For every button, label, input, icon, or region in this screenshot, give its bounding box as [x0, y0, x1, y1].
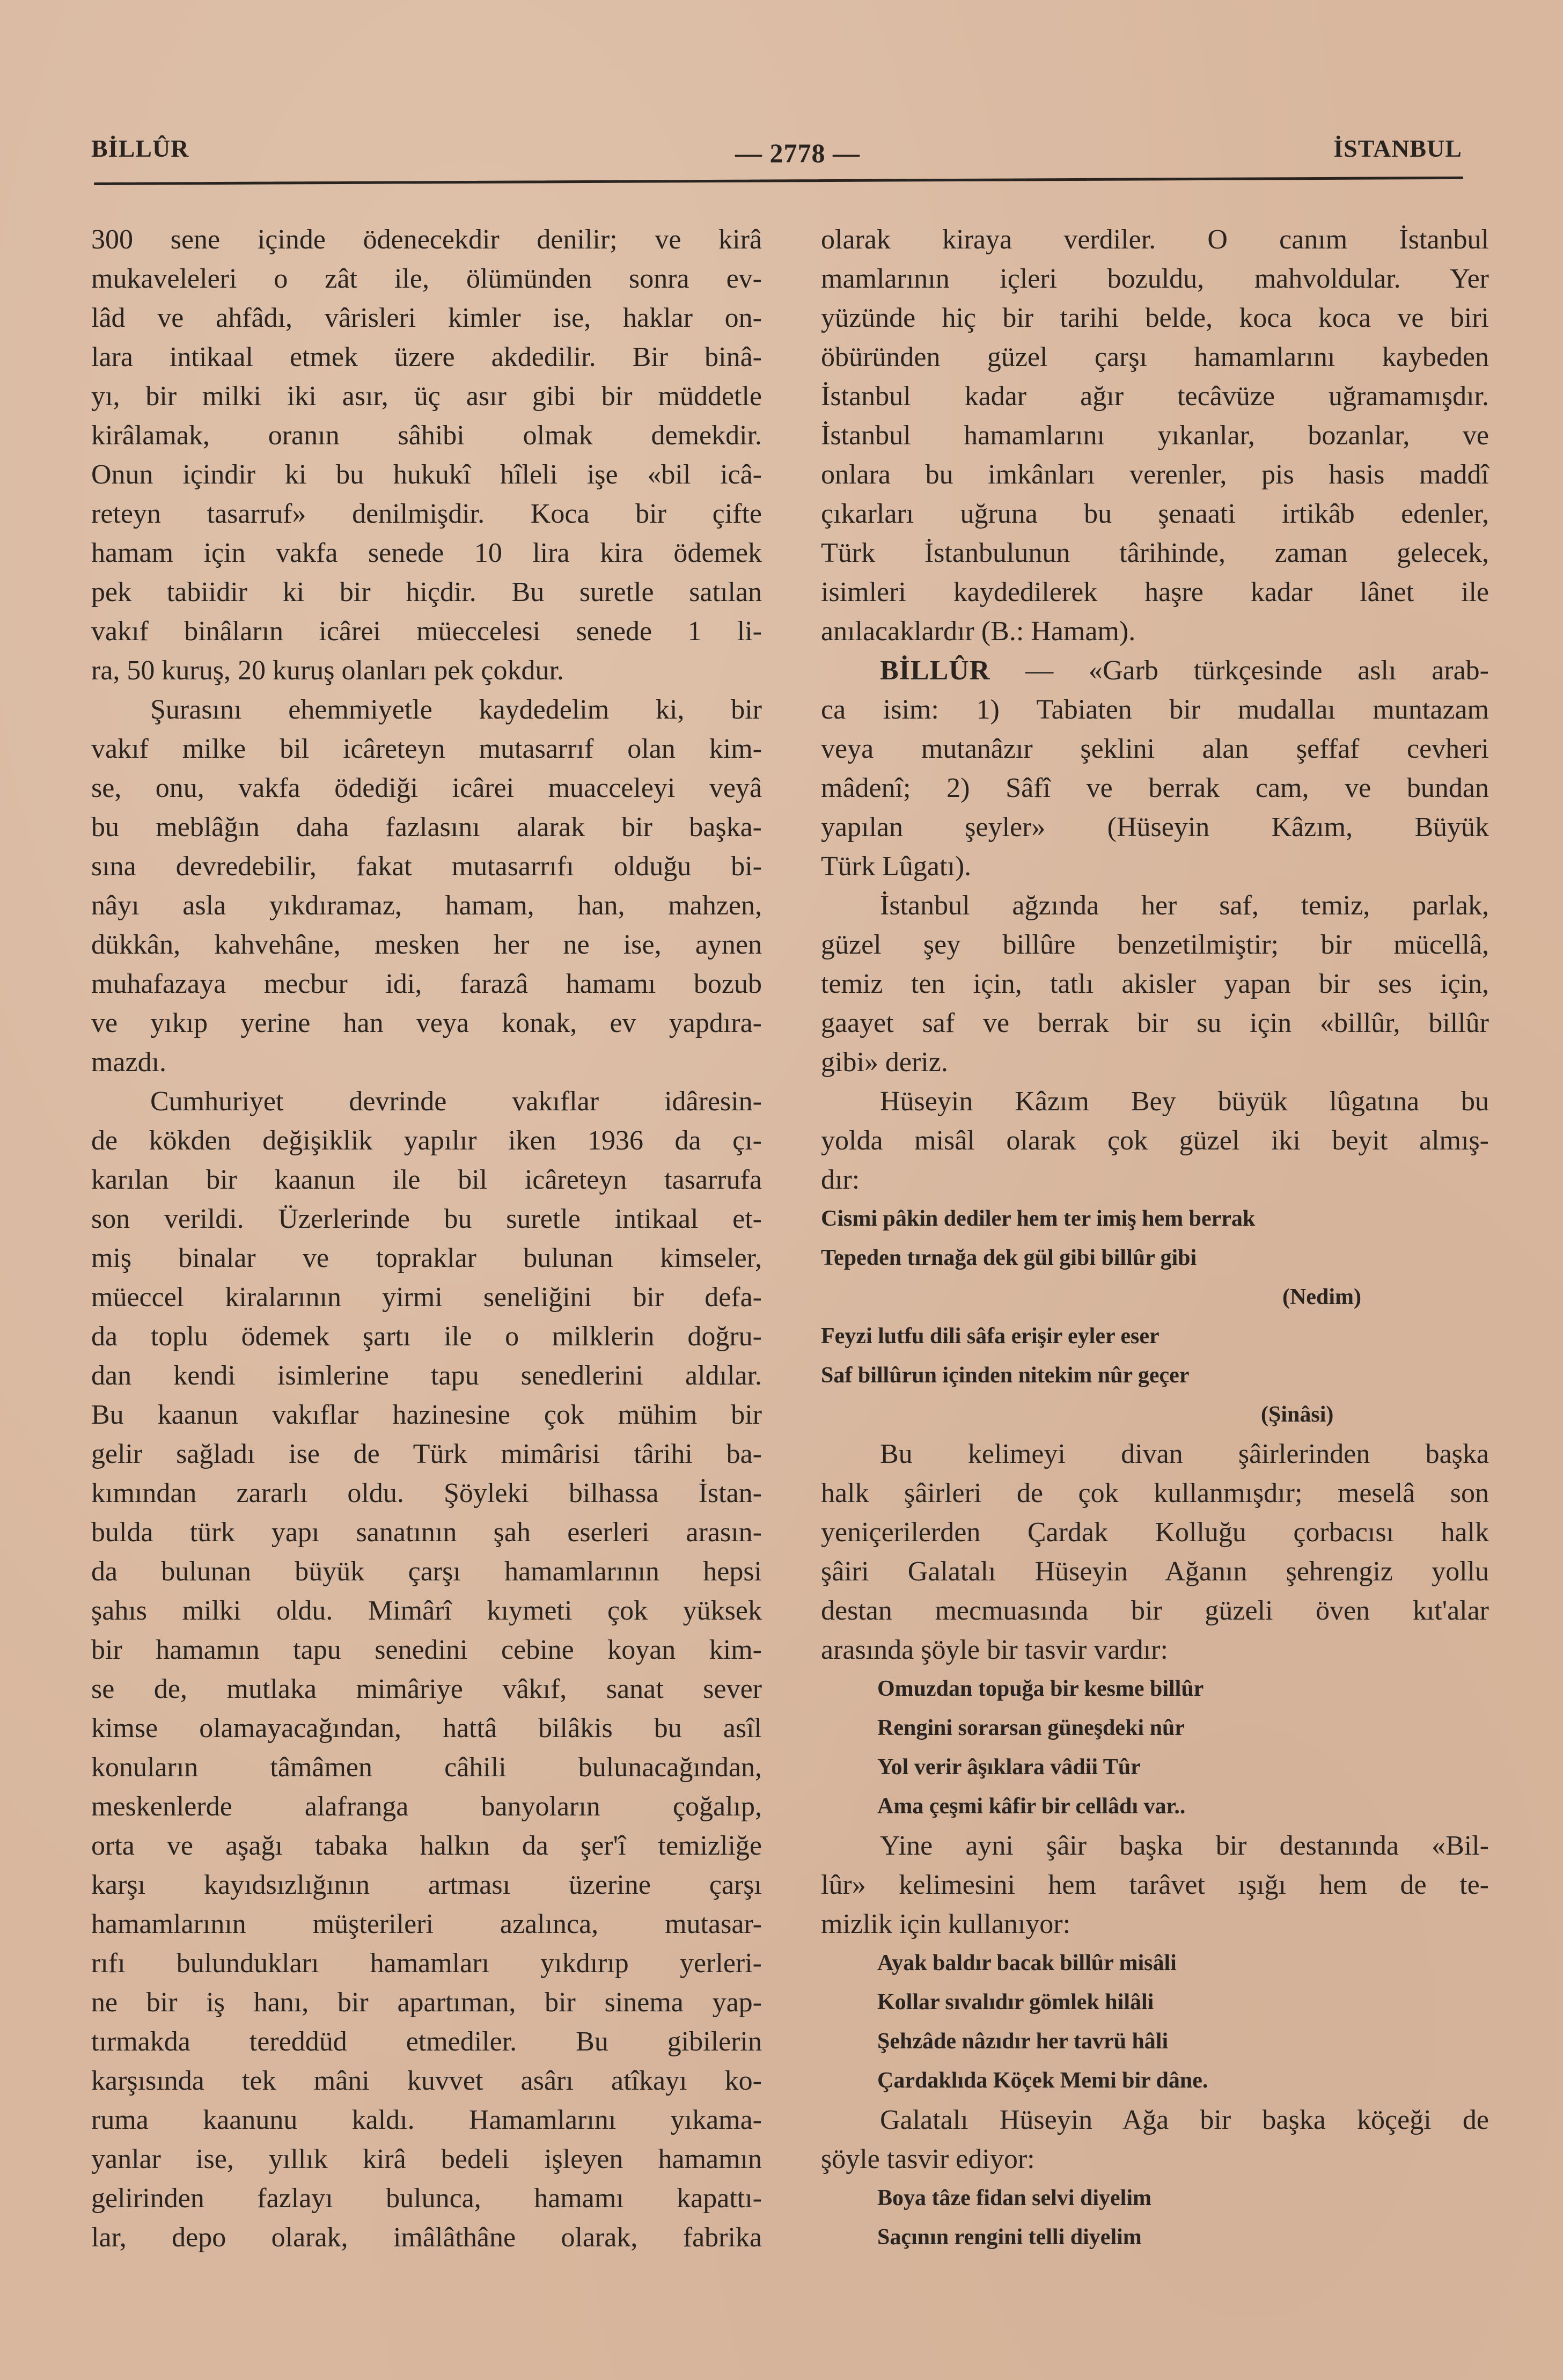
- text-line: miş binalar ve topraklar bulunan kimseler,: [91, 1243, 762, 1273]
- text-line: bu meblâğın daha fazlasını alarak bir başka-: [91, 812, 762, 843]
- paragraph-first-line: İstanbul ağzında her saf, temiz, parlak,: [880, 890, 1489, 921]
- verse-line: Saf billûrun içinden nitekim nûr geçer: [821, 1363, 1190, 1388]
- text-line: İstanbul kadar ağır tecâvüze uğramamışdır.: [821, 381, 1489, 412]
- text-line: dükkân, kahvehâne, mesken her ne ise, aynen: [91, 929, 762, 960]
- text-line: gelirinden fazlayı bulunca, hamamı kapattı-: [91, 2183, 762, 2214]
- paragraph-last-line: gibi» deriz.: [821, 1047, 948, 1078]
- running-head: [91, 134, 1462, 166]
- text-line: dan kendi isimlerine tapu senedlerini aldılar.: [91, 1360, 762, 1391]
- poet-attribution: (Şinâsi): [1261, 1402, 1334, 1427]
- verse-line: Şehzâde nâzıdır her tavrü hâli: [877, 2029, 1169, 2054]
- text-line: karşı kayıdsızlığının artması üzerine çarşı: [91, 1870, 762, 1900]
- paragraph-first-line: Galatalı Hüseyin Ağa bir başka köçeği de: [880, 2105, 1489, 2135]
- text-line: rıfı bulundukları hamamları yıkdırıp yerleri-: [91, 1948, 762, 1979]
- text-line: vakıf binâların icârei müeccelesi senede 1 li-: [91, 616, 762, 647]
- text-line: gaayet saf ve berrak bir su için «billûr, billûr: [821, 1008, 1489, 1038]
- entry-headword: BİLLÛR: [880, 655, 990, 686]
- text-line: Onun içindir ki bu hukukî hîleli işe «bil icâ-: [91, 459, 762, 490]
- text-line: da bulunan büyük çarşı hamamlarının hepsi: [91, 1556, 762, 1587]
- text-line: öbüründen güzel çarşı hamamlarını kaybeden: [821, 342, 1489, 372]
- paragraph-first-line: Yine ayni şâir başka bir destanında «Bil-: [880, 1830, 1489, 1861]
- text-line: yı, bir milki iki asır, üç asır gibi bir müddetle: [91, 381, 762, 412]
- text-line: se, onu, vakfa ödediği icârei muacceleyi veyâ: [91, 773, 762, 803]
- text-line: Bu kaanun vakıflar hazinesine çok mühim bir: [91, 1400, 762, 1430]
- entry-definition-start: — «Garb türkçesinde aslı arab-: [990, 655, 1489, 686]
- text-line: nâyı asla yıkdıramaz, hamam, han, mahzen,: [91, 890, 762, 921]
- text-line: karşısında tek mâni kuvvet asârı atîkayı ko-: [91, 2066, 762, 2096]
- header-entry-word: BİLLÛR: [91, 135, 189, 162]
- text-line: kımından zararlı oldu. Şöyleki bilhassa İstan-: [91, 1478, 762, 1508]
- entry-heading-line: [821, 651, 1489, 690]
- text-line: konuların tâmâmen câhili bulunacağından,: [91, 1752, 762, 1783]
- paragraph-first-line: Şurasını ehemmiyetle kaydedelim ki, bir: [150, 694, 762, 725]
- text-line: lara intikaal etmek üzere akdedilir. Bir binâ-: [91, 342, 762, 372]
- paragraph-last-line: mazdı.: [91, 1047, 167, 1078]
- text-line: son verildi. Üzerlerinde bu suretle intikaal et-: [91, 1204, 762, 1234]
- verse-line: Ayak baldır bacak billûr misâli: [877, 1951, 1177, 1975]
- text-line: hamam için vakfa senede 10 lira kira ödemek: [91, 538, 762, 568]
- verse-line: Yol verir âşıklara vâdii Tûr: [877, 1755, 1141, 1779]
- paragraph-last-line: anılacaklardır (B.: Hamam).: [821, 616, 1136, 647]
- text-line: çıkarları uğruna bu şenaati irtikâb edenler,: [821, 499, 1489, 529]
- text-line: lûr» kelimesini hem tarâvet ışığı hem de te-: [821, 1870, 1489, 1900]
- poet-attribution: (Nedim): [1282, 1285, 1361, 1309]
- text-line: pek tabiidir ki bir hiçdir. Bu suretle satılan: [91, 577, 762, 607]
- text-line: vakıf milke bil icâreteyn mutasarrıf olan kim-: [91, 734, 762, 764]
- text-line: meskenlerde alafranga banyoların çoğalıp,: [91, 1791, 762, 1822]
- text-line: bulda türk yapı sanatının şah eserleri arasın-: [91, 1517, 762, 1548]
- text-line: hamamlarının müşterileri azalınca, mutasar-: [91, 1909, 762, 1939]
- paragraph-last-line: arasında şöyle bir tasvir vardır:: [821, 1635, 1168, 1665]
- left-column: [91, 220, 762, 2257]
- text-line: yüzünde hiç bir tarihi belde, koca koca ve biri: [821, 303, 1489, 333]
- paragraph-last-line: Türk Lûgatı).: [821, 851, 972, 882]
- text-line: isimleri kaydedilerek haşre kadar lânet ile: [821, 577, 1489, 607]
- text-line: yapılan şeyler» (Hüseyin Kâzım, Büyük: [821, 812, 1489, 843]
- text-line: şâiri Galatalı Hüseyin Ağanın şehrengiz yollu: [821, 1556, 1489, 1587]
- text-line: kirâlamak, oranın sâhibi olmak demekdir.: [91, 420, 762, 451]
- text-line: muhafazaya mecbur idi, farazâ hamamı bozub: [91, 969, 762, 999]
- text-line: lar, depo olarak, imâlâthâne olarak, fabrika: [91, 2222, 762, 2253]
- paragraph-last-line: dır:: [821, 1165, 860, 1195]
- text-line: olarak kiraya verdiler. O canım İstanbul: [821, 224, 1489, 255]
- paragraph-first-line: Cumhuriyet devrinde vakıflar idâresin-: [150, 1086, 762, 1117]
- verse-line: Cismi pâkin dediler hem ter imiş hem berrak: [821, 1206, 1256, 1231]
- text-line: kimse olamayacağından, hattâ bilâkis bu asîl: [91, 1713, 762, 1744]
- text-line: yolda misâl olarak çok güzel iki beyit almış-: [821, 1125, 1489, 1156]
- text-line: se de, mutlaka mimâriye vâkıf, sanat sever: [91, 1674, 762, 1704]
- text-line: şahıs milki oldu. Mimârî kıymeti çok yüksek: [91, 1595, 762, 1626]
- text-line: müeccel kiralarının yirmi seneliğini bir defa-: [91, 1282, 762, 1313]
- verse-line: Çardaklıda Köçek Memi bir dâne.: [877, 2068, 1208, 2093]
- verse-line: Boya tâze fidan selvi diyelim: [877, 2186, 1151, 2210]
- verse-line: Tepeden tırnağa dek gül gibi billûr gibi: [821, 1246, 1197, 1270]
- text-line: de kökden değişiklik yapılır iken 1936 da çı-: [91, 1125, 762, 1156]
- text-line: veya mutanâzır şeklini alan şeffaf cevheri: [821, 734, 1489, 764]
- text-line: Türk İstanbulunun târihinde, zaman gelecek,: [821, 538, 1489, 568]
- text-line: mukaveleleri o zât ile, ölümünden sonra ev-: [91, 263, 762, 294]
- text-line: temiz ten için, tatlı akisler yapan bir ses için,: [821, 969, 1489, 999]
- text-line: gelir sağladı ise de Türk mimârisi târihi ba-: [91, 1439, 762, 1469]
- header-encyclopedia-title: İSTANBUL: [1333, 135, 1462, 162]
- text-line: lâd ve ahfâdı, vârisleri kimler ise, haklar on-: [91, 303, 762, 333]
- text-line: ne bir iş hanı, bir apartıman, bir sinema yap-: [91, 1987, 762, 2018]
- text-line: ve yıkıp yerine han veya konak, ev yapdıra-: [91, 1008, 762, 1038]
- text-line: yeniçerilerden Çardak Kolluğu çorbacısı halk: [821, 1517, 1489, 1548]
- paragraph-last-line: ra, 50 kuruş, 20 kuruş olanları pek çokdur.: [91, 655, 564, 686]
- text-line: onlara bu imkânları verenler, pis hasis maddî: [821, 459, 1489, 490]
- text-line: tırmakda tereddüd etmediler. Bu gibilerin: [91, 2026, 762, 2057]
- text-line: reteyn tasarruf» denilmişdir. Koca bir çifte: [91, 499, 762, 529]
- text-line: mâdenî; 2) Sâfî ve berrak cam, ve bundan: [821, 773, 1489, 803]
- text-line: güzel şey billûre benzetilmiştir; bir mücellâ,: [821, 929, 1489, 960]
- verse-line: Saçının rengini telli diyelim: [877, 2225, 1142, 2250]
- verse-line: Omuzdan topuğa bir kesme billûr: [877, 1676, 1204, 1701]
- paragraph-first-line: Hüseyin Kâzım Bey büyük lûgatına bu: [880, 1086, 1489, 1117]
- text-line: ca isim: 1) Tabiaten bir mudallaı muntazam: [821, 694, 1489, 725]
- verse-line: Ama çeşmi kâfir bir cellâdı var..: [877, 1794, 1186, 1819]
- verse-line: Rengini sorarsan güneşdeki nûr: [877, 1716, 1185, 1740]
- text-line: orta ve aşağı tabaka halkın da şer'î temizliğe: [91, 1830, 762, 1861]
- text-line: İstanbul hamamlarını yıkanlar, bozanlar, ve: [821, 420, 1489, 451]
- text-line: 300 sene içinde ödenecekdir denilir; ve kirâ: [91, 224, 762, 255]
- text-line: destan mecmuasında bir güzeli öven kıt'alar: [821, 1595, 1489, 1626]
- text-line: yanlar ise, yıllık kirâ bedeli işleyen hamamın: [91, 2144, 762, 2174]
- page-number: — 2778 —: [735, 138, 860, 168]
- paragraph-last-line: mizlik için kullanıyor:: [821, 1909, 1071, 1939]
- text-line: sına devredebilir, fakat mutasarrıfı olduğu bi-: [91, 851, 762, 882]
- text-line: bir hamamın tapu senedini cebine koyan kim-: [91, 1635, 762, 1665]
- text-line: karılan bir kaanun ile bil icâreteyn tasarrufa: [91, 1165, 762, 1195]
- text-line: ruma kaanunu kaldı. Hamamlarını yıkama-: [91, 2105, 762, 2135]
- text-line: da toplu ödemek şartı ile o milklerin doğru-: [91, 1321, 762, 1352]
- right-column: [821, 220, 1489, 2257]
- verse-line: Kollar sıvalıdır gömlek hilâli: [877, 1990, 1154, 2015]
- paragraph-last-line: şöyle tasvir ediyor:: [821, 2144, 1035, 2174]
- verse-line: Feyzi lutfu dili sâfa erişir eyler eser: [821, 1324, 1160, 1349]
- text-line: mamlarının içleri bozuldu, mahvoldular. Yer: [821, 263, 1489, 294]
- text-line: halk şâirleri de çok kullanmışdır; meselâ son: [821, 1478, 1489, 1508]
- paragraph-first-line: Bu kelimeyi divan şâirlerinden başka: [880, 1439, 1489, 1469]
